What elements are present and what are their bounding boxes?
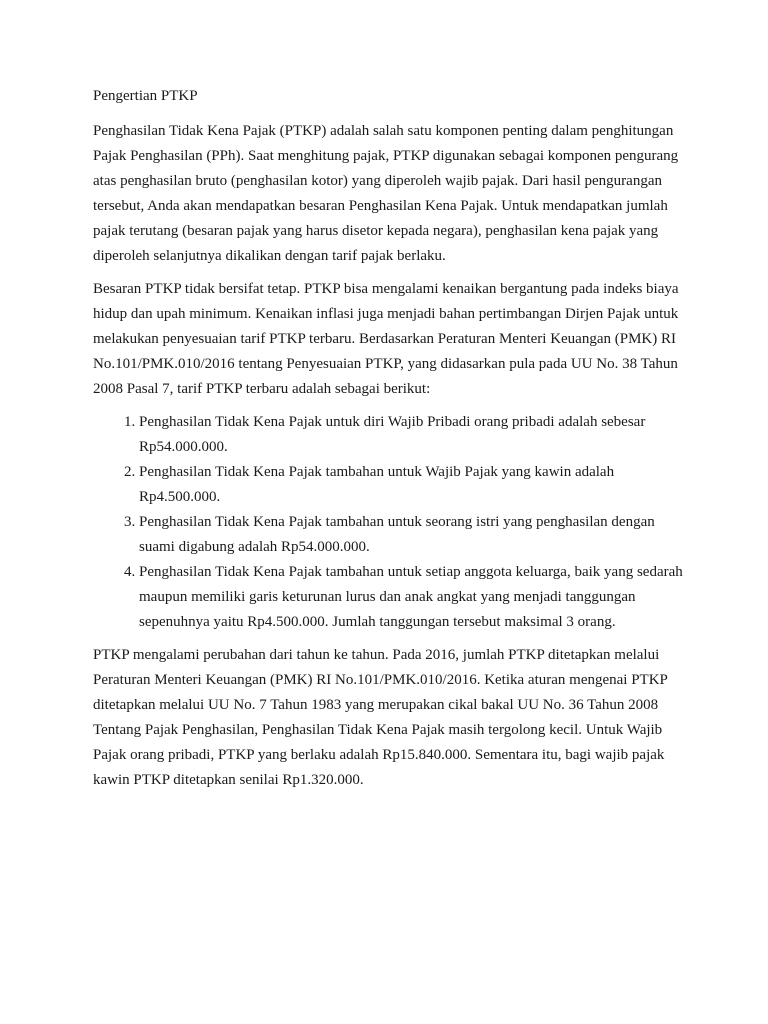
list-item: 4. Penghasilan Tidak Kena Pajak tambahan untuk setiap anggota keluarga, baik yang sedarah maupun memiliki garis keturunan lurus dan anak angkat yang menjadi tanggungan sepenuhnya yaitu Rp4.500.000. Jumlah tanggungan tersebut maksimal 3 orang. <box>139 560 683 635</box>
paragraph-history: PTKP mengalami perubahan dari tahun ke tahun. Pada 2016, jumlah PTKP ditetapkan melalui Peraturan Menteri Keuangan (PMK) RI No.101/PMK.010/2016. Ketika aturan mengenai PTKP ditetapkan melalui UU No. 7 Tahun 1983 yang merupakan cikal bakal UU No. 36 Tahun 2008 Tentang Pajak Penghasilan, Penghasilan Tidak Kena Pajak masih tergolong kecil. Untuk Wajib Pajak orang pribadi, PTKP yang berlaku adalah Rp15.840.000. Sementara itu, bagi wajib pajak kawin PTKP ditetapkan senilai Rp1.320.000. <box>93 647 668 788</box>
list-item: 3. Penghasilan Tidak Kena Pajak tambahan untuk seorang istri yang penghasilan dengan suami digabung adalah Rp54.000.000. <box>139 510 683 560</box>
list-item: 2. Penghasilan Tidak Kena Pajak tambahan untuk Wajib Pajak yang kawin adalah Rp4.500.000. <box>139 460 683 510</box>
paragraph-tariff-intro: Besaran PTKP tidak bersifat tetap. PTKP bisa mengalami kenaikan bergantung pada indeks biaya hidup dan upah minimum. Kenaikan inflasi juga menjadi bahan pertimbangan Dirjen Pajak untuk melakukan penyesuaian tarif PTKP terbaru. Berdasarkan Peraturan Menteri Keuangan (PMK) RI No.101/PMK.010/2016 tentang Penyesuaian PTKP, yang didasarkan pula pada UU No. 38 Tahun 2008 Pasal 7, tarif PTKP terbaru adalah sebagai berikut: <box>93 281 679 397</box>
document-heading: Pengertian PTKP <box>93 88 198 104</box>
paragraph-definition: Penghasilan Tidak Kena Pajak (PTKP) adalah salah satu komponen penting dalam penghitungan Pajak Penghasilan (PPh). Saat menghitung pajak, PTKP digunakan sebagai komponen pengurang atas penghasilan bruto (penghasilan kotor) yang diperoleh wajib pajak. Dari hasil pengurangan tersebut, Anda akan mendapatkan besaran Penghasilan Kena Pajak. Untuk mendapatkan jumlah pajak terutang (besaran pajak yang harus disetor kepada negara), penghasilan kena pajak yang diperoleh selanjutnya dikalikan dengan tarif pajak berlaku. <box>93 123 679 264</box>
document-page <box>93 84 683 801</box>
list-item: 1. Penghasilan Tidak Kena Pajak untuk diri Wajib Pribadi orang pribadi adalah sebesar Rp54.000.000. <box>139 410 683 460</box>
tariff-list <box>93 410 683 635</box>
